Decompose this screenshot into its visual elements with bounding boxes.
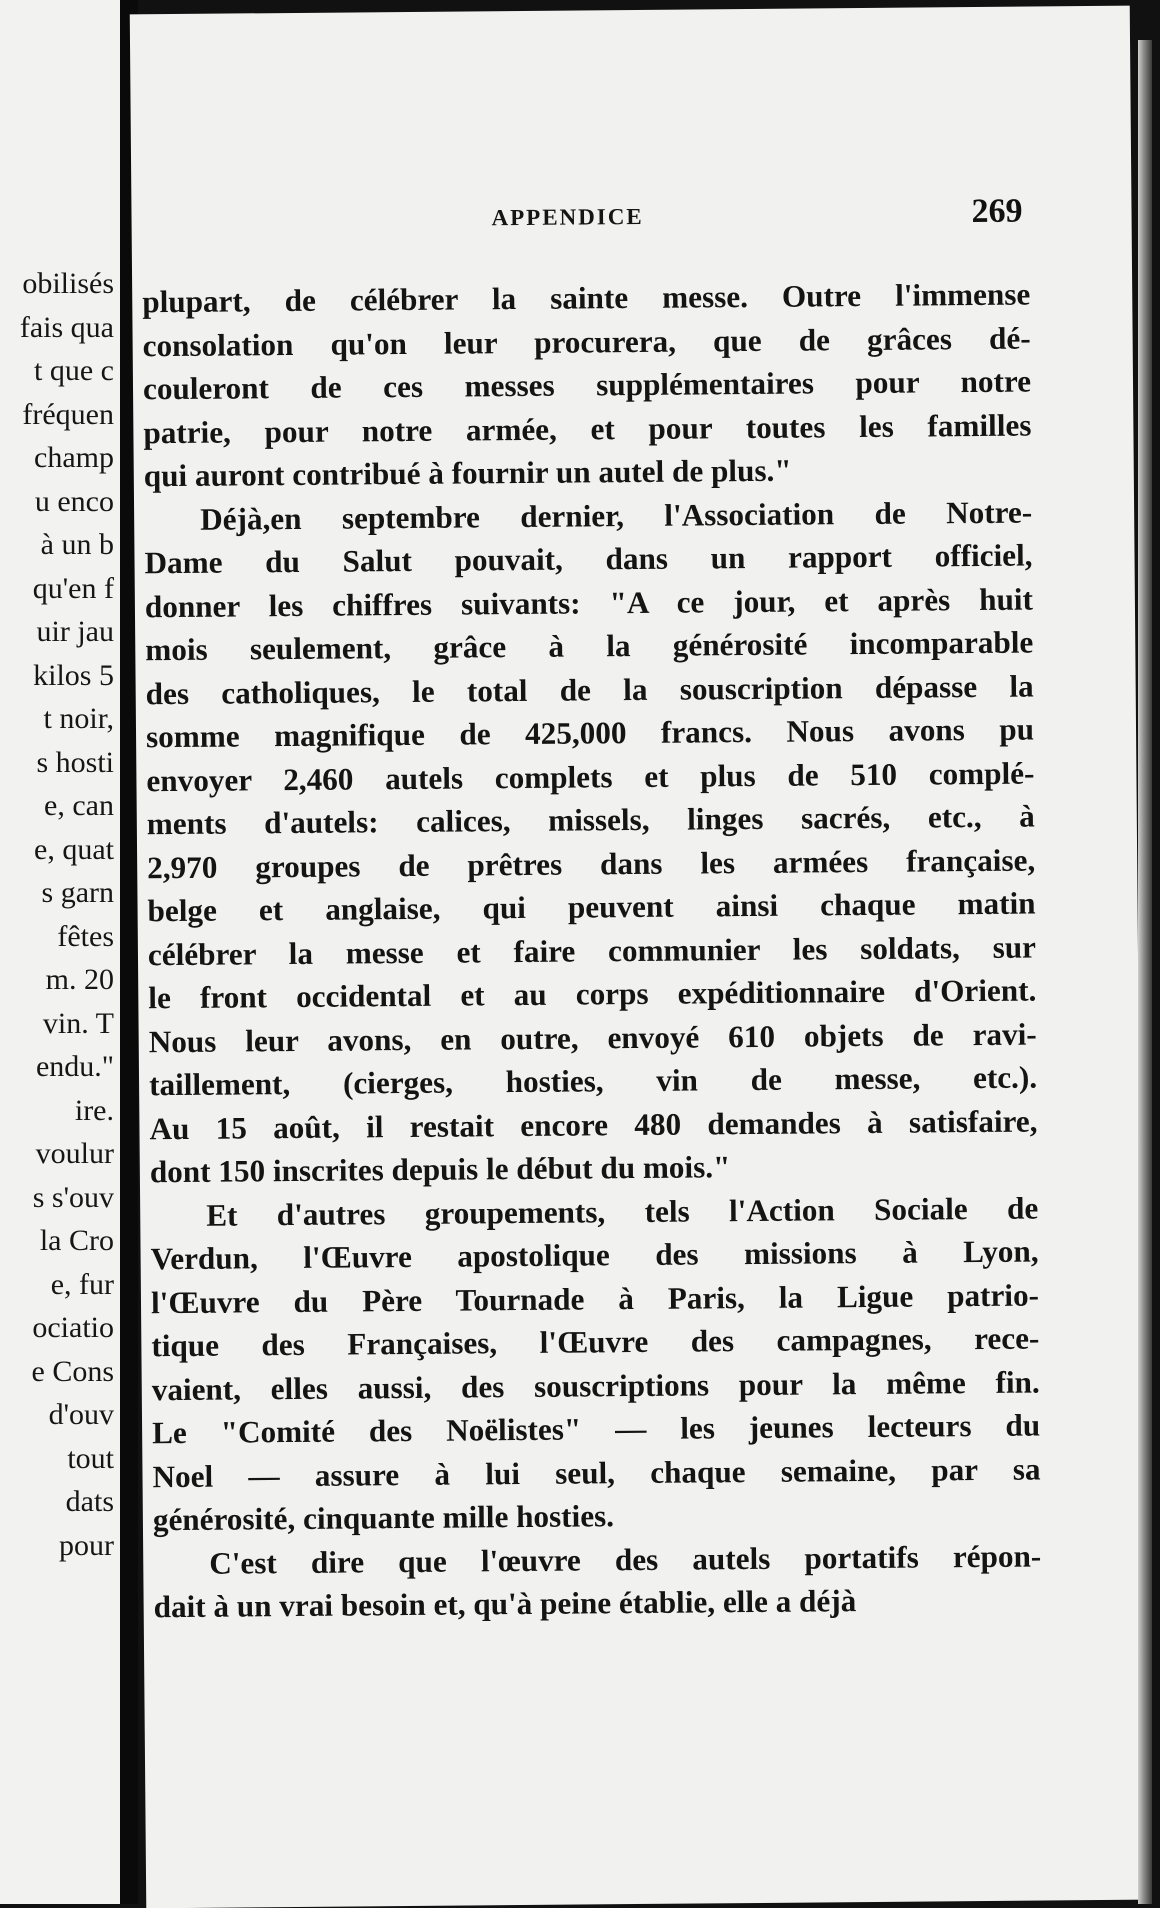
text-line: belge et anglaise, qui peuvent ainsi chaque matin (147, 885, 1036, 929)
facing-page-line: la Cro (39, 1224, 114, 1257)
text-line: dont 150 inscrites depuis le début du mois." (149, 1149, 731, 1190)
text-line: qui auront contribué à fournir un autel de plus." (143, 452, 792, 494)
page-number: 269 (971, 192, 1023, 231)
facing-page-line: t que c (34, 354, 114, 387)
text-line: envoyer 2,460 autels complets et plus de 510 complé- (146, 755, 1035, 798)
facing-page-line: ire. (74, 1093, 114, 1127)
facing-page-line: fais qua (19, 310, 114, 344)
facing-page-line: e, quat (34, 832, 114, 866)
text-line: des catholiques, le total de la souscription dépasse la (145, 668, 1034, 711)
facing-page-line: s s'ouv (32, 1180, 114, 1214)
text-line: générosité, cinquante mille hosties. (152, 1498, 615, 1538)
text-line: patrie, pour notre armée, et pour toutes les familles (143, 407, 1032, 450)
facing-page-line: m. 20 (45, 963, 114, 996)
text-line: Dame du Salut pouvait, dans un rapport officiel, (144, 537, 1033, 581)
facing-page-line: u enco (34, 484, 114, 518)
text-line: dait à un vrai besoin et, qu'à peine établie, elle a déjà (153, 1583, 857, 1625)
text-line: Déjà,en septembre dernier, l'Association de Notre- (200, 494, 1033, 537)
text-line: tique des Françaises, l'Œuvre des campagnes, rece- (151, 1320, 1040, 1364)
text-line: célébrer la messe et faire communier les soldats, sur (147, 929, 1037, 972)
page-edge (1138, 40, 1152, 1904)
facing-page-line: voulur (35, 1137, 114, 1170)
running-head-title: APPENDICE (491, 203, 644, 231)
paragraph (144, 490, 1038, 1194)
text-line: donner les chiffres suivants: "A ce jour, et après huit (144, 581, 1034, 624)
facing-page-line: kilos 5 (33, 658, 114, 692)
text-line: consolation qu'on leur procurera, que de grâces dé- (142, 320, 1031, 363)
text-line: Nous leur avons, en outre, envoyé 610 objets de ravi- (148, 1016, 1037, 1059)
facing-page-line: s hosti (36, 745, 114, 779)
facing-page-line: endu." (35, 1050, 114, 1083)
text-line: vaient, elles aussi, des souscriptions pour la même fin. (151, 1364, 1040, 1407)
facing-page-line: obilisés (22, 267, 114, 300)
running-head (131, 192, 1131, 245)
text-line: 2,970 groupes de prêtres dans les armées française, (147, 842, 1036, 885)
facing-page-line: dats (65, 1485, 114, 1518)
text-line: le front occidental et au corps expéditionnaire d'Orient. (148, 972, 1037, 1016)
text-line: Le "Comité des Noëlistes" — les jeunes lecteurs du (151, 1407, 1041, 1451)
text-line: C'est dire que l'œuvre des autels portatifs répon- (209, 1538, 1042, 1581)
facing-page-line: ociatio (32, 1311, 114, 1344)
text-line: Noel — assure à lui seul, chaque semaine, par sa (152, 1451, 1041, 1494)
body-text (142, 273, 1042, 1629)
facing-page-line: fréquen (22, 397, 114, 431)
facing-page-line: vin. T (42, 1006, 114, 1040)
book-page (130, 6, 1146, 1908)
paragraph (150, 1186, 1041, 1542)
facing-page-line: qu'en f (32, 571, 114, 605)
text-line: Et d'autres groupements, tels l'Action Sociale de (206, 1190, 1039, 1233)
facing-page-line: t noir, (43, 702, 114, 735)
facing-page-line: e, can (44, 789, 114, 822)
text-line: couleront de ces messes supplémentaires pour notre (142, 363, 1032, 407)
facing-page-text (0, 262, 120, 1567)
facing-page-line: uir jau (36, 615, 114, 648)
facing-page (0, 0, 120, 1904)
facing-page-line: fêtes (57, 919, 114, 953)
text-line: Verdun, l'Œuvre apostolique des missions à Lyon, (150, 1233, 1039, 1277)
facing-page-line: e Cons (31, 1354, 114, 1388)
facing-page-line: à un b (40, 528, 114, 561)
facing-page-line: pour (59, 1528, 114, 1562)
facing-page-line: champ (34, 441, 114, 474)
facing-page-line: tout (67, 1441, 114, 1475)
text-line: Au 15 août, il restait encore 480 demandes à satisfaire, (149, 1103, 1038, 1146)
text-line: ments d'autels: calices, missels, linges sacrés, etc., à (146, 798, 1035, 842)
paragraph (142, 273, 1032, 498)
text-line: l'Œuvre du Père Tournade à Paris, la Ligue patrio- (150, 1277, 1040, 1320)
text-line: somme magnifique de 425,000 francs. Nous avons pu (145, 711, 1035, 755)
facing-page-line: s garn (41, 876, 114, 909)
text-line: mois seulement, grâce à la générosité incomparable (145, 624, 1034, 668)
text-line: plupart, de célébrer la sainte messe. Outre l'immense (142, 276, 1031, 320)
facing-page-line: e, fur (50, 1267, 114, 1301)
text-line: taillement, (cierges, hosties, vin de messe, etc.). (148, 1059, 1038, 1103)
facing-page-line: d'ouv (48, 1398, 114, 1431)
paragraph (153, 1534, 1042, 1629)
